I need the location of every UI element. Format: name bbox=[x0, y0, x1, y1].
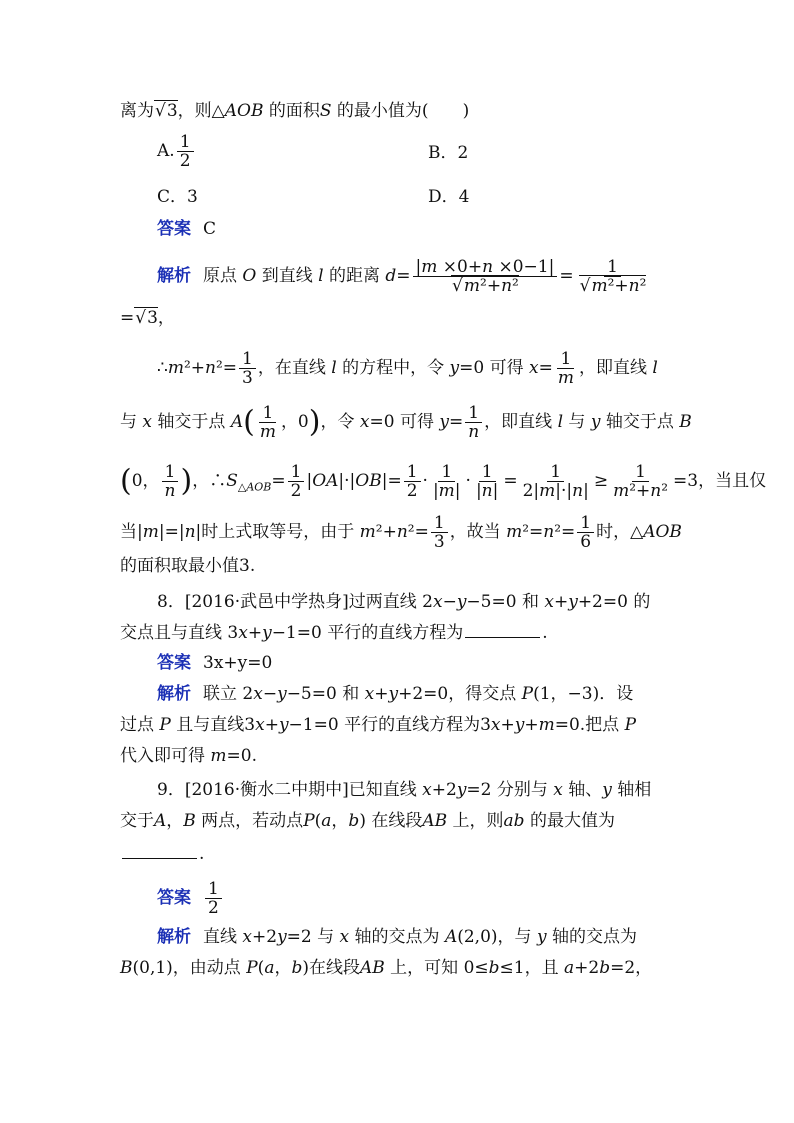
q8-stem-line-2: 交点且与直线 3x+y−1=0 平行的直线方程为 . bbox=[120, 623, 548, 643]
q7-analysis-line-2: =√ 3， bbox=[120, 307, 175, 329]
q9-stem-line-1: 9．[2016·衡水二中期中]已知直线 x+2y=2 分别与 x 轴、y 轴相 bbox=[157, 780, 652, 800]
q8-answer: 答案 3x+y=0 bbox=[157, 653, 273, 673]
q7-analysis-line-3: ∴m²+n²= $\frac{1}{3}$ ，在直线 l 的方程中，令 y=0 可得 x= $\frac{1}{m}$ ，即直线 l bbox=[157, 349, 658, 388]
q7-analysis-line-6: 当|m|=|n|时上式取等号，由于 m²+n²= $\frac{1}{3}$ ，故当 m²=n²= $\frac{1}{6}$ 时，△AOB bbox=[120, 513, 682, 552]
q7-option-c: C．3 bbox=[157, 187, 198, 207]
q7-option-d: D．4 bbox=[428, 187, 470, 207]
analysis-label: 解析 bbox=[157, 684, 191, 704]
q8-analysis-line-2: 过点 P 且与直线3x+y−1=0 平行的直线方程为3x+y+m=0.把点 P bbox=[120, 715, 637, 735]
answer-blank bbox=[465, 623, 540, 638]
q7-option-a: A. $\frac{1}{2}$ bbox=[157, 133, 196, 170]
answer-label: 答案 bbox=[157, 888, 191, 908]
q7-answer: 答案 C bbox=[157, 219, 217, 239]
q8-analysis-line-1: 解析 联立 2x−y−5=0 和 x+y+2=0，得交点 P(1，−3)．设 bbox=[157, 684, 634, 704]
q9-analysis-line-2: B(0,1)，由动点 P(a，b)在线段AB 上，可知 0≤b≤1，且 a+2b=2， bbox=[120, 958, 653, 978]
q9-answer: 答案 $\frac{1}{2}$ bbox=[157, 880, 224, 917]
q9-stem-line-3: . bbox=[120, 843, 204, 865]
q9-analysis-line-1: 解析 直线 x+2y=2 与 x 轴的交点为 A(2,0)，与 y 轴的交点为 bbox=[157, 927, 637, 947]
q7-analysis-line-4: 与 x 轴交于点 A( $\frac{1}{m}$ ，0)，令 x=0 可得 y= $\frac{1}{n}$ ，即直线 l 与 y 轴交于点 B bbox=[120, 403, 692, 442]
answer-label: 答案 bbox=[157, 653, 191, 673]
q7-analysis-line-1: 解析 原点 O 到直线 l 的距离 d= |m ×0+n ×0−1| √ m²+n² = 1 √ m²+n² bbox=[157, 258, 651, 295]
q7-analysis-line-5: (0， $\frac{1}{n}$ )，$\therefore S_{\triangle AOB}=$ $\frac{1}{2}$ |OA|·|OB|= $\frac{1}{2}$ · $\frac{1}{|m|}$ · $\frac{1}{|n|}$ = $\frac{1}{2|m|\cdot|n|}$ ≥ $\frac{1}{\text{m²+n²}}$ =3，当且仅 bbox=[120, 462, 767, 501]
answer-blank bbox=[122, 844, 197, 859]
answer-label: 答案 bbox=[157, 219, 191, 239]
q7-analysis-line-7: 的面积取最小值3. bbox=[120, 556, 256, 576]
q8-analysis-line-3: 代入即可得 m=0. bbox=[120, 746, 257, 766]
q8-stem-line-1: 8．[2016·武邑中学热身]过两直线 2x−y−5=0 和 x+y+2=0 的 bbox=[157, 592, 651, 612]
q7-stem: 离为√ 3，则△AOB 的面积S 的最小值为( ) bbox=[120, 100, 469, 122]
analysis-label: 解析 bbox=[157, 927, 191, 947]
q9-stem-line-2: 交于A，B 两点，若动点P(a，b) 在线段AB 上，则ab 的最大值为 bbox=[120, 811, 615, 831]
q7-option-b: B．2 bbox=[428, 143, 469, 163]
analysis-label: 解析 bbox=[157, 266, 191, 286]
